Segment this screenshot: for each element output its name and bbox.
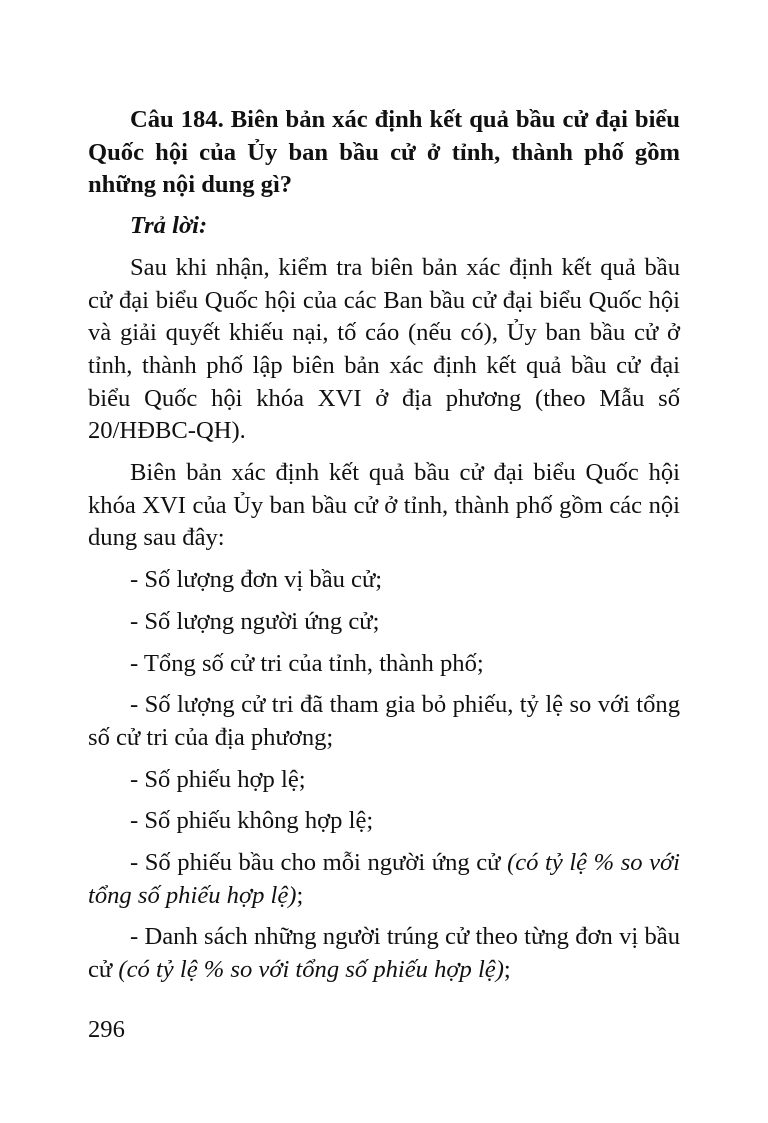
list-item xyxy=(88,921,680,986)
list-item-tail: ; xyxy=(503,956,511,984)
list-item-note: (có tỷ lệ % so với tổng số phiếu hợp lệ) xyxy=(88,849,680,909)
list-item xyxy=(88,764,680,797)
list-item-text: - Số phiếu hợp lệ; xyxy=(130,765,306,793)
list-item-text: - Số lượng đơn vị bầu cử; xyxy=(130,566,383,594)
list-item-tail: ; xyxy=(296,881,304,909)
paragraph: Biên bản xác định kết quả bầu cử đại biểu Quốc hội khóa XVI của Ủy ban bầu cử ở tỉnh, thành phố gồm các nội dung sau đây: xyxy=(88,459,680,552)
list-item-text: - Danh sách những người trúng cử theo từng đơn vị bầu cử xyxy=(88,923,680,984)
list-item xyxy=(88,606,680,639)
list-item xyxy=(88,648,680,681)
list-item-text: - Số lượng người ứng cử; xyxy=(130,607,380,635)
answer-label: Trả lời: xyxy=(130,212,208,240)
list-item-text: - Số phiếu không hợp lệ; xyxy=(130,807,374,835)
document-page xyxy=(88,104,680,987)
list-item xyxy=(88,847,680,912)
list-item-note: (có tỷ lệ % so với tổng số phiếu hợp lệ) xyxy=(118,956,504,984)
list-item-text: - Tổng số cử tri của tỉnh, thành phố; xyxy=(130,649,484,677)
list-item-text: - Số lượng cử tri đã tham gia bỏ phiếu, tỷ lệ so với tổng số cử tri của địa phương; xyxy=(88,691,680,751)
list-item xyxy=(88,805,680,838)
page-number: 296 xyxy=(88,1016,125,1043)
paragraph: Sau khi nhận, kiểm tra biên bản xác định kết quả bầu cử đại biểu Quốc hội của các Ban bầu cử đại biểu Quốc hội và giải quyết khiếu nại, tố cáo (nếu có), Ủy ban bầu cử ở tỉnh, thành phố lập biên bản xác định kết quả bầu cử đại biểu Quốc hội khóa XVI ở địa phương (theo Mẫu số 20/HĐBC-QH). xyxy=(88,253,680,445)
list-item xyxy=(88,689,680,754)
list-item xyxy=(88,564,680,597)
list-item-text: - Số phiếu bầu cho mỗi người ứng cử xyxy=(130,849,508,877)
question-heading: Câu 184. Biên bản xác định kết quả bầu cử đại biểu Quốc hội của Ủy ban bầu cử ở tỉnh, thành phố gồm những nội dung gì? xyxy=(88,106,680,199)
